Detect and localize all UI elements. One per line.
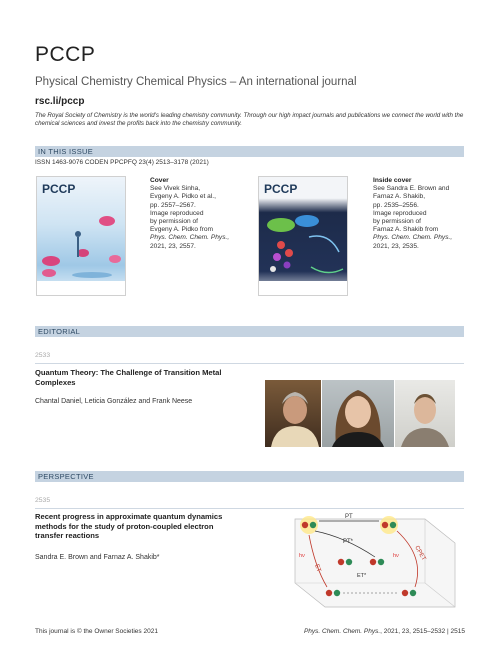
cover-caption-line: 2021, 23, 2557. (150, 242, 196, 250)
cover-caption-title: Cover (150, 177, 169, 184)
inside-cover-caption-line: Image reproduced (373, 209, 427, 217)
perspective-title-line: methods for the study of proton-coupled electron (35, 521, 214, 531)
in-this-issue-bar: IN THIS ISSUE (35, 146, 464, 157)
label-cpet: CPET (413, 545, 427, 562)
donor-atom (302, 522, 308, 528)
donor-atom (382, 522, 388, 528)
footer-citation (304, 628, 465, 635)
donor-atom (326, 590, 332, 596)
inside-cover-image (258, 176, 348, 296)
label-et-star: ET* (357, 573, 367, 579)
inside-cover-logo: PCCP (264, 182, 298, 196)
inside-cover-caption-line: See Sandra E. Brown and (373, 185, 450, 193)
donor-atom (402, 590, 408, 596)
cover-caption-line: Phys. Chem. Chem. Phys., (150, 234, 230, 242)
inside-cover-caption-title: Inside cover (373, 177, 412, 184)
cover-caption-line: Image reproduced (150, 209, 204, 217)
perspective-title-line: transfer reactions (35, 531, 100, 540)
cover-footer-stripe (37, 281, 125, 295)
inside-cover-illustration (259, 177, 348, 296)
journal-subtitle: Physical Chemistry Chemical Physics – An international journal (35, 76, 357, 88)
acceptor-atom (310, 522, 316, 528)
pcet-diagram (265, 507, 465, 617)
acceptor-atom (378, 559, 384, 565)
acceptor-atom (334, 590, 340, 596)
journal-url[interactable]: rsc.li/pccp (35, 96, 85, 107)
label-hv-left: hν (299, 553, 305, 559)
author-photo-1-figure (265, 380, 321, 447)
inside-cover-caption-line: Phys. Chem. Chem. Phys., (373, 234, 453, 242)
footer-journal-name: Phys. Chem. Chem. Phys. (303, 628, 381, 635)
cover-caption-line: by permission of (150, 218, 199, 226)
editorial-page-number: 2533 (35, 352, 51, 359)
inside-cover-caption-line: pp. 2535–2556. (373, 201, 419, 209)
author-photo-3-figure (395, 380, 455, 447)
inside-cover-caption (373, 177, 452, 251)
perspective-page-number: 2535 (35, 497, 51, 504)
acceptor-atom (390, 522, 396, 528)
perspective-bar: PERSPECTIVE (35, 471, 464, 482)
author-photo-3 (395, 380, 455, 447)
footer-citation-rest: , 2021, 23, 2515–2532 | 2515 (380, 628, 465, 635)
author-photo-2 (322, 380, 394, 447)
label-hv-right: hν (393, 553, 399, 559)
label-pt: PT (345, 514, 353, 520)
label-et: ET (313, 563, 322, 573)
cover-caption-line: Evgeny A. Pidko et al., (150, 193, 216, 201)
acceptor-atom (346, 559, 352, 565)
editorial-bar: EDITORIAL (35, 326, 464, 337)
editorial-authors: Chantal Daniel, Leticia González and Frank Neese (35, 398, 193, 405)
donor-atom (370, 559, 376, 565)
society-intro: The Royal Society of Chemistry is the world’s leading chemistry community. Through our high impact journals and publications we connect the world with the chemical sciences and invest the profits back into the chemistry community. (35, 112, 464, 127)
cover-caption-line: See Vivek Sinha, (150, 185, 201, 193)
inside-cover-footer-stripe (259, 281, 347, 295)
inside-cover-caption-line: 2021, 23, 2535. (373, 242, 419, 250)
editorial-title-line: Complexes (35, 377, 76, 387)
issn-line: ISSN 1463-9076 CODEN PPCPFQ 23(4) 2513–3178 (2021) (35, 159, 209, 166)
inside-cover-caption-line: Farnaz A. Shakib, (373, 193, 426, 201)
perspective-title-line: Recent progress in approximate quantum dynamics (35, 512, 223, 521)
inside-cover-caption-line: Farnaz A. Shakib from (373, 226, 439, 234)
author-photo-1 (265, 380, 321, 447)
cover-caption-line: pp. 2557–2567. (150, 201, 196, 209)
cover-logo: PCCP (42, 182, 76, 196)
inside-cover-caption-line: by permission of (373, 218, 422, 226)
acceptor-atom (410, 590, 416, 596)
label-pt-star: PT* (343, 539, 354, 545)
author-photo-2-figure (322, 380, 394, 447)
cover-image (36, 176, 126, 296)
editorial-title-line: Quantum Theory: The Challenge of Transition Metal (35, 368, 222, 377)
journal-title: PCCP (35, 43, 96, 66)
cover-caption-line: Evgeny A. Pidko from (150, 226, 214, 234)
perspective-title[interactable] (35, 512, 222, 541)
editorial-rule (35, 363, 464, 364)
footer-copyright: This journal is © the Owner Societies 2021 (35, 628, 158, 635)
donor-atom (338, 559, 344, 565)
perspective-authors: Sandra E. Brown and Farnaz A. Shakib* (35, 554, 160, 561)
editorial-title[interactable] (35, 368, 221, 387)
cover-illustration (37, 177, 126, 296)
cover-caption (150, 177, 229, 251)
